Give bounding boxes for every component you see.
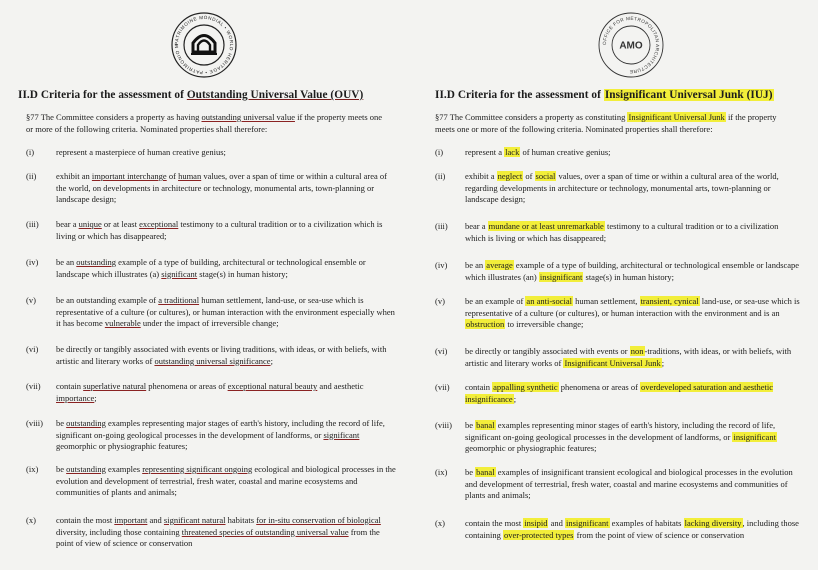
criterion-text (465, 467, 800, 502)
criterion-viii (26, 418, 396, 453)
underlined-term: superlative natural (83, 381, 147, 391)
criterion-text-run: stage(s) in human history; (197, 268, 288, 279)
criterion-v (435, 296, 800, 331)
underlined-term: unique (78, 219, 102, 229)
criterion-text (56, 147, 396, 159)
criterion-ix (435, 467, 800, 502)
criterion-text-run: bear a (465, 221, 488, 231)
criterion-number: (iii) (26, 219, 39, 229)
criterion-text (465, 420, 800, 455)
highlighted-term: neglect (497, 171, 523, 181)
criterion-text-run: contain (56, 381, 84, 391)
criterion-text (465, 171, 800, 206)
underlined-term: representing significant ongoing (142, 464, 253, 474)
criterion-text-run: examples (105, 464, 143, 474)
criterion-number: (i) (435, 147, 444, 157)
criterion-text-run: from the point of view of science or conservation (574, 529, 745, 540)
intro-text-a: §77 The Committee considers a property as having (26, 112, 202, 122)
underlined-term: important interchange (91, 171, 167, 181)
underlined-term: exceptional natural beauty (227, 381, 318, 391)
highlighted-term: lack (505, 147, 520, 157)
highlighted-term: insignificant (566, 518, 609, 528)
underlined-term: significant natural (163, 515, 226, 525)
criterion-text-run: and (147, 515, 164, 525)
highlighted-term: lacking diversity (684, 518, 742, 528)
criterion-text-run: human settlement, land-use, or sea-use which is representative of a culture (or cultures), or human interaction with the environment especially when it has become (56, 295, 395, 329)
criterion-text-run: geomorphic or physiographic features; (465, 443, 597, 454)
criterion-text-run: to irreversible change; (505, 319, 584, 330)
highlighted-term: overdeveloped saturation and aesthetic insignificance (465, 382, 773, 404)
criterion-text (56, 418, 396, 453)
underlined-term: important (114, 515, 148, 525)
criterion-text-run: -traditions, with ideas, or with beliefs, with artistic and literary works of (465, 346, 792, 368)
criterion-text-run: contain the most (465, 518, 524, 528)
underlined-term: importance (56, 392, 95, 403)
criterion-text-run: example of a type of building, architectural or technological ensemble or landscape which illustrates (an) (465, 260, 800, 282)
title-emphasis: Outstanding Universal Value (OUV) (186, 89, 364, 101)
criterion-number: (iv) (26, 257, 39, 267)
amo-seal-icon (596, 10, 666, 80)
criterion-text-run: be an outstanding example of (56, 295, 159, 305)
criterion-number: (ii) (26, 171, 37, 181)
amo-seal-graphic (596, 10, 666, 80)
highlighted-term: banal (476, 420, 495, 430)
criterion-text-run: , including those containing (465, 518, 799, 540)
criterion-iii (435, 221, 800, 244)
criterion-text-run: ; (513, 393, 517, 404)
criterion-text (465, 346, 800, 369)
intro-paragraph (26, 112, 391, 135)
highlighted-term: over-protected types (504, 529, 574, 540)
criterion-text (56, 515, 396, 550)
criterion-text-run: be (465, 467, 476, 477)
criterion-text-run: be an (56, 257, 77, 267)
criterion-text-run: bear a (56, 219, 79, 229)
underlined-term: threatened species of outstanding universal value (181, 526, 349, 537)
underlined-term: outstanding universal significance (154, 355, 271, 366)
highlighted-term: obstruction (466, 319, 505, 330)
criterion-text-run: ; (270, 355, 273, 366)
criterion-number: (v) (26, 295, 36, 305)
highlighted-term: insignificant (733, 431, 776, 442)
criterion-text-run: and (548, 518, 565, 528)
criterion-text-run: represent a (465, 147, 505, 157)
criterion-text-run: habitats (225, 515, 257, 525)
criterion-vi (26, 344, 396, 367)
criterion-text-run: be (465, 420, 476, 430)
criterion-text-run: be an example of (465, 296, 526, 306)
criterion-ii (26, 171, 396, 206)
criterion-number: (viii) (435, 420, 452, 430)
criterion-text-run: examples of insignificant transient ecological and biological processes in the evolution and development of terrestrial, fresh water, coastal and marine ecosystems and communities of plants and animals; (465, 467, 793, 501)
criterion-text-run: be directly or tangibly associated with events or (465, 346, 630, 356)
underlined-term: for in-situ conservation of biological (256, 515, 381, 525)
criterion-text-run: ; (661, 357, 665, 368)
criterion-text-run: be (56, 464, 67, 474)
highlighted-term: insipid (524, 518, 548, 528)
criterion-ix (26, 464, 396, 499)
criterion-number: (vii) (26, 381, 41, 391)
intro-text-c: if the property meets one or more of the following criteria. Nominated properties shall therefore: (435, 112, 777, 134)
intro-term: Insignificant Universal Junk (628, 112, 725, 122)
criterion-text (56, 219, 396, 242)
criterion-x (26, 515, 396, 550)
criterion-text (56, 381, 396, 404)
criterion-text-run: of human creative genius; (520, 147, 611, 157)
criterion-ii (435, 171, 800, 206)
criterion-number: (ii) (435, 171, 446, 181)
criterion-iv (435, 260, 800, 283)
criterion-text (56, 464, 396, 499)
criterion-text-run: stage(s) in human history; (583, 271, 675, 282)
criterion-text-run: or at least (101, 219, 140, 229)
criterion-text (465, 221, 800, 244)
criterion-text-run: ecological and biological processes in the evolution and development of terrestrial, fresh water, coastal and marine ecosystems and communities of plants and animals; (56, 464, 396, 498)
unesco-emblem-graphic (169, 10, 239, 80)
criterion-text-run: geomorphic or physiographic features; (56, 441, 188, 452)
criterion-text-run: and aesthetic (317, 381, 364, 391)
criterion-text-run: ; (94, 392, 97, 403)
criterion-number: (ix) (435, 467, 448, 477)
criterion-number: (ix) (26, 464, 39, 474)
criterion-text (56, 257, 396, 280)
criterion-number: (i) (26, 147, 35, 157)
highlighted-term: average (486, 260, 513, 270)
criterion-text-run: of (166, 171, 179, 181)
criterion-text-run: human settlement, (572, 296, 640, 306)
criterion-text-run: diversity, including those containing (56, 526, 182, 537)
title-prefix: II.D Criteria for the assessment of (18, 89, 187, 101)
criterion-text (465, 296, 800, 331)
highlighted-term: an anti-social (526, 296, 572, 306)
criterion-text-run: be directly or tangibly associated with events or living traditions, with ideas, or with beliefs, with artistic and literary works of (56, 344, 387, 366)
underlined-term: outstanding (66, 418, 106, 428)
criterion-text (56, 344, 396, 367)
amo-ring-text: OFFICE FOR METROPOLITAN ARCHITECTURE (601, 15, 661, 75)
title-emphasis: Insignificant Universal Junk (IUJ) (604, 89, 773, 101)
criterion-iv (26, 257, 396, 280)
intro-text-a: §77 The Committee considers a property as constituting (435, 112, 628, 122)
highlighted-term: Insignificant Universal Junk (564, 357, 661, 368)
criterion-text-run: from the point of view of science or conservation (56, 526, 380, 549)
criterion-text-run: under the impact of irreversible change; (140, 318, 279, 329)
underlined-term: exceptional (139, 219, 179, 229)
criterion-text-run: examples of habitats (609, 518, 684, 528)
unesco-world-heritage-emblem-icon (169, 10, 239, 80)
criterion-number: (vi) (26, 344, 39, 354)
criterion-text (56, 295, 396, 330)
unesco-ring-text: PATRIMOINE MONDIAL • WORLD HERITAGE • PATRIMONIO M (173, 14, 235, 76)
underlined-term: outstanding (76, 257, 116, 267)
highlighted-term: insignificant (539, 271, 583, 282)
criterion-number: (x) (435, 518, 445, 528)
criterion-text-run: be (56, 418, 67, 428)
criterion-vii (435, 382, 800, 405)
intro-term: outstanding universal value (201, 112, 295, 122)
criterion-x (435, 518, 800, 541)
criterion-text-run: phenomena or areas of (558, 382, 641, 392)
criterion-number: (iii) (435, 221, 448, 231)
underlined-term: a traditional (158, 295, 200, 305)
criterion-text (56, 171, 396, 206)
underlined-term: outstanding (66, 464, 106, 474)
criterion-number: (x) (26, 515, 36, 525)
criterion-text-run: phenomena or areas of (146, 381, 228, 391)
criterion-text (465, 147, 800, 159)
criterion-text-run: exhibit an (56, 171, 92, 181)
criterion-number: (viii) (26, 418, 43, 428)
criterion-text-run: contain the most (56, 515, 115, 525)
criterion-viii (435, 420, 800, 455)
left-document-panel (0, 0, 408, 570)
criterion-text-run: contain (465, 382, 493, 392)
underlined-term: vulnerable (104, 318, 141, 329)
highlighted-term: social (535, 171, 556, 181)
highlighted-term: non (630, 346, 644, 356)
section-title-ouv (18, 89, 363, 101)
criterion-number: (vi) (435, 346, 448, 356)
section-title-iuj (435, 89, 774, 101)
criterion-text-run: values, over a span of time or within a cultural area of the world, on developments in architecture or technology, monumental arts, town-planning or landscape design; (56, 171, 387, 205)
title-prefix: II.D Criteria for the assessment of (435, 89, 604, 101)
underlined-term: human (178, 171, 202, 181)
criterion-text (465, 518, 800, 541)
criterion-number: (iv) (435, 260, 448, 270)
criterion-text (465, 382, 800, 405)
criterion-text-run: values, over a span of time or within a cultural area of the world, regarding developments in architecture or technology, monumental arts, town-planning or landscape design; (465, 171, 779, 205)
criterion-i (435, 147, 800, 159)
criterion-text-run: example of a type of building, architectural or technological ensemble or landscape which illustrates (a) (56, 257, 366, 279)
criterion-number: (vii) (435, 382, 450, 392)
criterion-text-run: examples representing major stages of earth's history, including the record of life, significant on-going geological processes in the development of landforms, or (56, 418, 385, 440)
underlined-term: significant (161, 268, 198, 279)
right-document-panel (418, 0, 818, 570)
criterion-number: (v) (435, 296, 445, 306)
criterion-v (26, 295, 396, 330)
criterion-i (26, 147, 396, 159)
criterion-vii (26, 381, 396, 404)
intro-paragraph (435, 112, 797, 135)
criterion-text-run: represent a masterpiece of human creative genius; (56, 147, 226, 157)
criterion-text-run: of (523, 171, 535, 181)
underlined-term: significant (323, 429, 360, 440)
amo-center-text: AMO (619, 40, 643, 52)
criterion-text-run: exhibit a (465, 171, 497, 181)
criterion-vi (435, 346, 800, 369)
highlighted-term: mundane or at least unremarkable (488, 221, 604, 231)
criterion-text-run: be an (465, 260, 486, 270)
criterion-text-run: land-use, or sea-use which is representative of a culture (or cultures), or human interaction with the environment and is an (465, 296, 800, 318)
criterion-iii (26, 219, 396, 242)
highlighted-term: transient, cynical (640, 296, 699, 306)
highlighted-term: appalling synthetic (493, 382, 558, 392)
criterion-text-run: testimony to a cultural tradition or to a civilization which is living or which has disappeared; (465, 221, 779, 243)
criterion-text-run: testimony to a cultural tradition or to a civilization which is living or which has disappeared; (56, 219, 383, 241)
intro-text-c: if the property meets one or more of the following criteria. Nominated properties shall therefore: (26, 112, 383, 134)
criterion-text (465, 260, 800, 283)
highlighted-term: banal (476, 467, 495, 477)
criterion-text-run: examples representing minor stages of earth's history, including the record of life, significant on-going geological processes in the development of landforms, or (465, 420, 776, 442)
